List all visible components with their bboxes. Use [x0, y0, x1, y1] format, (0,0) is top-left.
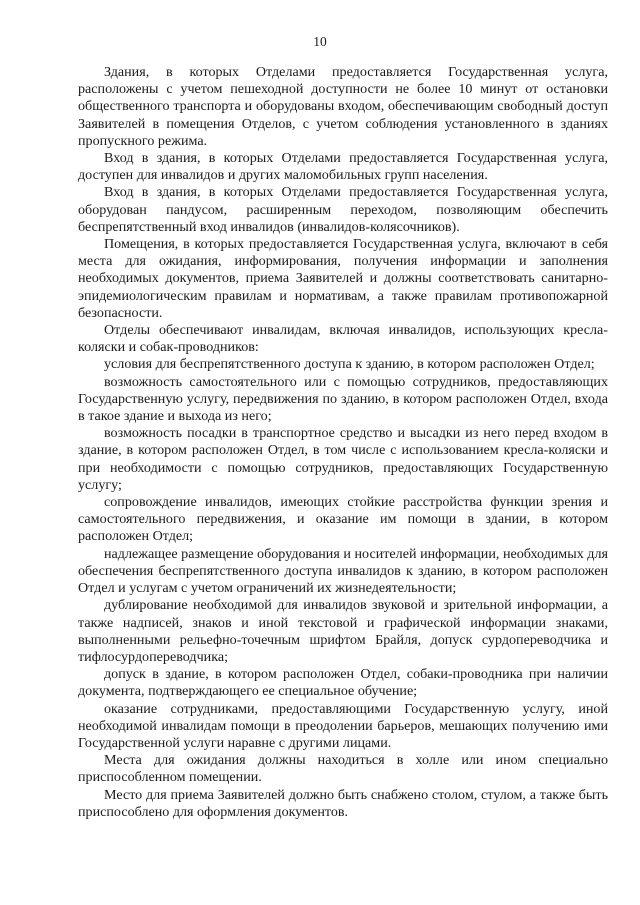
paragraph-entrance-accessible: Вход в здания, в которых Отделами предоставляется Государственная услуга, доступен для инвалидов и других маломобильных групп населения.: [78, 150, 608, 184]
list-item-information-duplication: дублирование необходимой для инвалидов звуковой и зрительной информации, а также надписей, знаков и иной текстовой и графической информации знаками, выполненными рельефно-точечным шрифтом Брайля, допуск сурдопереводчика и тифлосурдопереводчика;: [78, 597, 608, 665]
paragraph-buildings-location: Здания, в которых Отделами предоставляется Государственная услуга, расположены с учетом пешеходной доступности не более 10 минут от остановки общественного транспорта и оборудованы входом, обеспечивающим свободный доступ Заявителей в помещения Отделов, с учетом соблюдения установленного в зданиях пропускного режима.: [78, 64, 608, 149]
list-item-guide-dog: допуск в здание, в котором расположен Отдел, собаки-проводника при наличии документа, подтверждающего ее специальное обучение;: [78, 666, 608, 700]
page-number: 10: [313, 34, 327, 49]
list-item-movement: возможность самостоятельного или с помощью сотрудников, предоставляющих Государственную услугу, передвижения по зданию, в котором расположен Отдел, входа в такое здание и выхода из него;: [78, 373, 608, 425]
list-item-transport: возможность посадки в транспортное средство и высадки из него перед входом в здание, в котором расположен Отдел, в том числе с использованием кресла-коляски и при необходимости с помощью сотрудников, предоставляющих Государственную услугу;: [78, 425, 608, 493]
paragraph-departments-provide: Отделы обеспечивают инвалидам, включая инвалидов, использующих кресла-коляски и собак-проводников:: [78, 322, 608, 356]
list-item-escort: сопровождение инвалидов, имеющих стойкие расстройства функции зрения и самостоятельного передвижения, и оказание им помощи в здании, в котором расположен Отдел;: [78, 494, 608, 545]
list-item-access-conditions: условия для беспрепятственного доступа к зданию, в котором расположен Отдел;: [104, 356, 595, 373]
paragraph-entrance-ramp: Вход в здания, в которых Отделами предоставляется Государственная услуга, оборудован пандусом, расширенным переходом, позволяющим обеспечить беспрепятственный вход инвалидов (инвалидов-колясочников).: [78, 184, 608, 235]
paragraph-waiting-places: Места для ожидания должны находиться в холле или ином специально приспособленном помещении.: [78, 752, 608, 786]
paragraph-premises: Помещения, в которых предоставляется Государственная услуга, включают в себя места для ожидания, информирования, получения информации и заполнения необходимых документов, приема Заявителей и должны соответствовать санитарно-эпидемиологическим правилам и нормативам, а также правилам противопожарной безопасности.: [78, 236, 608, 321]
document-body: [78, 64, 608, 821]
paragraph-reception-place: Место для приема Заявителей должно быть снабжено столом, стулом, а также быть приспособлено для оформления документов.: [78, 786, 608, 820]
list-item-equipment-placement: надлежащее размещение оборудования и носителей информации, необходимых для обеспечения беспрепятственного доступа инвалидов к зданию, в котором расположен Отдел и услугам с учетом ограничений их жизнедеятельности;: [78, 545, 608, 597]
list-item-staff-assistance: оказание сотрудниками, предоставляющими Государственную услугу, иной необходимой инвалидам помощи в преодолении барьеров, мешающих получению ими Государственной услуги наравне с другими лицами.: [78, 700, 608, 751]
